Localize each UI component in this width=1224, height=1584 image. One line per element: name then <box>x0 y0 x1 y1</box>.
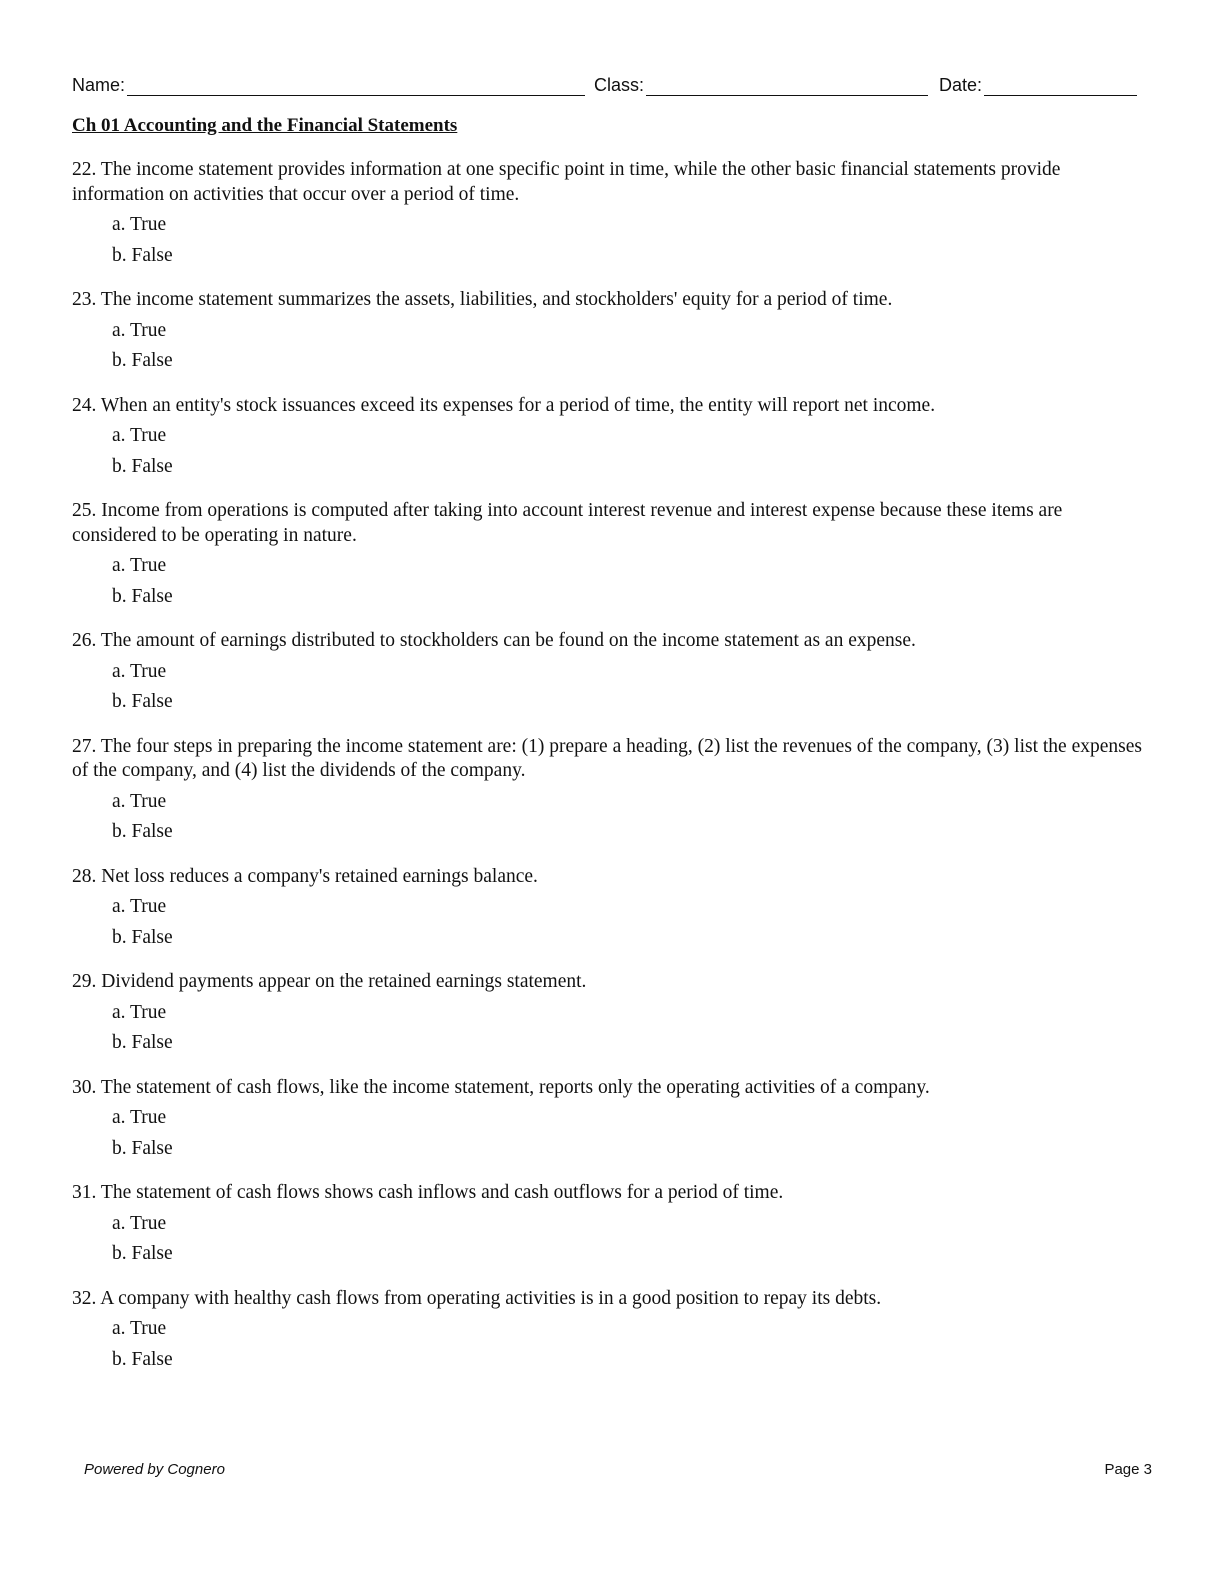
question-statement: Dividend payments appear on the retained earnings statement. <box>101 971 587 992</box>
question-list <box>72 158 1144 1392</box>
question-statement: A company with healthy cash flows from operating activities is in a good position to repay its debts. <box>100 1287 882 1309</box>
question-statement: The income statement provides information at one specific point in time, while the other basic financial statements provide information on activities that occur over a period of time. <box>72 159 1061 205</box>
option-true[interactable]: a. True <box>112 214 167 235</box>
question-item <box>72 1287 1144 1373</box>
question-number: 32. <box>72 1287 97 1309</box>
date-field-group <box>939 72 1137 96</box>
option-true[interactable]: a. True <box>112 896 167 917</box>
question-text <box>72 970 1144 995</box>
class-label: Class: <box>594 75 645 95</box>
option-true[interactable]: a. True <box>112 790 167 812</box>
option-false[interactable]: b. False <box>112 1032 173 1053</box>
question-item <box>72 288 1144 374</box>
question-statement: Income from operations is computed after taking into account interest revenue and interest expense because these items are considered to be operating in nature. <box>72 500 1063 546</box>
name-label: Name: <box>72 75 126 95</box>
question-number: 28. <box>72 865 97 887</box>
question-text <box>72 1287 1144 1312</box>
question-item <box>72 1076 1144 1162</box>
question-statement: The income statement summarizes the assets, liabilities, and stockholders' equity for a period of time. <box>100 289 893 310</box>
option-false[interactable]: b. False <box>112 1137 173 1159</box>
date-blank-line[interactable] <box>984 75 1137 96</box>
question-number: 30. <box>72 1076 97 1098</box>
name-field-group <box>72 72 585 96</box>
option-true[interactable]: a. True <box>112 1107 167 1128</box>
option-false[interactable]: b. False <box>112 821 173 842</box>
question-number: 29. <box>72 971 97 992</box>
question-text <box>72 735 1144 784</box>
question-statement: The four steps in preparing the income statement are: (1) prepare a heading, (2) list the revenues of the company, (3) list the expenses of the company, and (4) list the dividends of the company. <box>72 735 1142 781</box>
option-false[interactable]: b. False <box>112 244 173 266</box>
question-statement: The statement of cash flows, like the income statement, reports only the operating activities of a company. <box>100 1076 930 1098</box>
option-false[interactable]: b. False <box>112 350 173 371</box>
question-number: 22. <box>72 159 97 180</box>
question-number: 27. <box>72 735 97 757</box>
name-blank-line[interactable] <box>127 75 585 96</box>
question-item <box>72 499 1144 609</box>
option-true[interactable]: a. True <box>112 319 167 341</box>
question-text <box>72 158 1144 207</box>
question-item <box>72 1181 1144 1267</box>
question-item <box>72 735 1144 845</box>
question-number: 31. <box>72 1182 97 1203</box>
question-item <box>72 970 1144 1056</box>
powered-by-label: Powered by Cognero <box>84 1461 225 1478</box>
option-false[interactable]: b. False <box>112 691 173 712</box>
question-statement: Net loss reduces a company's retained earnings balance. <box>101 865 538 887</box>
date-label: Date: <box>939 75 983 95</box>
question-number: 25. <box>72 500 97 521</box>
option-true[interactable]: a. True <box>112 1001 167 1023</box>
student-info-header <box>72 72 1144 96</box>
question-statement: The amount of earnings distributed to stockholders can be found on the income statement as an expense. <box>100 630 916 651</box>
question-text <box>72 1181 1144 1206</box>
option-true[interactable]: a. True <box>112 1318 167 1339</box>
question-text <box>72 288 1144 313</box>
question-item <box>72 394 1144 480</box>
option-true[interactable]: a. True <box>112 1212 167 1234</box>
class-field-group <box>594 72 928 96</box>
option-true[interactable]: a. True <box>112 425 167 446</box>
question-text <box>72 1076 1144 1101</box>
option-false[interactable]: b. False <box>112 585 173 607</box>
question-number: 26. <box>72 630 97 651</box>
question-text <box>72 394 1144 419</box>
option-false[interactable]: b. False <box>112 1348 173 1370</box>
option-true[interactable]: a. True <box>112 555 167 576</box>
question-item <box>72 865 1144 951</box>
question-text <box>72 499 1144 548</box>
question-item <box>72 158 1144 268</box>
question-text <box>72 865 1144 890</box>
option-false[interactable]: b. False <box>112 1243 173 1264</box>
question-item <box>72 629 1144 715</box>
option-false[interactable]: b. False <box>112 926 173 948</box>
question-text <box>72 629 1144 654</box>
question-statement: The statement of cash flows shows cash inflows and cash outflows for a period of time. <box>100 1182 784 1203</box>
question-number: 23. <box>72 289 97 310</box>
page-number: Page 3 <box>1104 1461 1152 1478</box>
class-blank-line[interactable] <box>646 75 928 96</box>
question-statement: When an entity's stock issuances exceed its expenses for a period of time, the entity will report net income. <box>100 394 936 416</box>
question-number: 24. <box>72 394 97 416</box>
chapter-title: Ch 01 Accounting and the Financial Statements <box>72 115 458 136</box>
option-false[interactable]: b. False <box>112 455 173 477</box>
option-true[interactable]: a. True <box>112 660 167 682</box>
